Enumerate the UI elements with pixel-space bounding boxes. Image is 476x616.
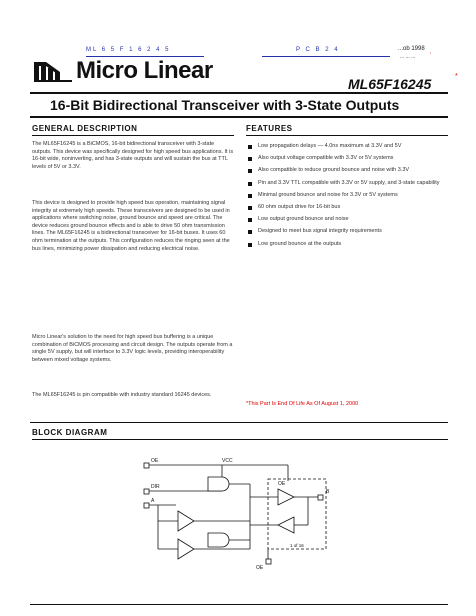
end-of-life-note: *This Part Is End Of Life As Of August 1, 2000	[246, 401, 359, 407]
features-rule	[246, 135, 448, 136]
date-subtext: ... ... ...	[400, 54, 416, 60]
dir-label: DIR	[151, 484, 160, 490]
bullet-icon	[248, 145, 252, 149]
feature-item: Low propagation delays — 4.0ns maximum at 3.3V and 5V	[246, 143, 456, 150]
repeat-label: 1 of 16	[290, 543, 304, 548]
feature-item: Low ground bounce at the outputs	[246, 241, 456, 248]
header-rule-right	[262, 56, 390, 57]
feature-item: Low output ground bounce and noise	[246, 216, 456, 223]
feature-item: Minimal ground bounce and noise for 3.3V or 5V systems	[246, 192, 456, 199]
document-title: 16-Bit Bidirectional Transceiver with 3-State Outputs	[50, 97, 400, 113]
bullet-icon	[248, 194, 252, 198]
bullet-icon	[248, 169, 252, 173]
oe-mid-label: OE	[278, 481, 286, 487]
part-number-mark: *	[455, 73, 458, 80]
footer-rule	[30, 604, 448, 605]
feature-item: Also output voltage compatible with 3.3V or 5V systems	[246, 155, 456, 162]
part-number-header: ML 6 5 F 1 6 2 4 5	[86, 47, 171, 53]
title-rule-bottom	[30, 116, 448, 118]
oe-top-label: OE	[151, 458, 159, 464]
description-paragraph: Micro Linear's solution to the need for high speed bus buffering is a unique combination of BiCMOS processing and circuit design. The outputs operate from a single 5V supply, but will interface to 3.3V logic levels, providing interoperability between mixed voltage systems.	[32, 334, 233, 363]
date-text: ...ob 1998	[398, 46, 425, 52]
block-diagram-rule-top	[30, 422, 448, 423]
block-diagram-rule	[32, 439, 448, 440]
bullet-icon	[248, 218, 252, 222]
feature-item: Designed to meet bus signal integrity requirements	[246, 228, 456, 235]
part-number-title: ML65F16245	[348, 76, 432, 92]
feature-item: 60 ohm output drive for 16-bit bus	[246, 204, 456, 211]
block-diagram	[138, 455, 338, 575]
title-rule-top	[30, 92, 448, 94]
features-list	[246, 143, 456, 253]
description-paragraph: The ML65F16245 is a BiCMOS, 16-bit bidirectional transceiver with 3-state outputs. This device was specifically designed for high speed bus applications. It is 16-bit wide, noninverting, and has 3-state outputs and will sustain the bus at TTL levels of 5V or 3.3V.	[32, 141, 234, 170]
b-label: B	[326, 489, 330, 495]
bullet-icon	[248, 206, 252, 210]
general-description-heading: GENERAL DESCRIPTION	[32, 124, 138, 133]
description-paragraph: This device is designed to provide high speed bus operation, maintaining signal integrity at extremely high speeds. These transceivers are designed to be used in applications where switching noise, ground bounce and speed are critical. The device reduces ground bounce effects and is able to drive 50 ohm transmission lines. The ML65F16245 is a bidirectional transceiver for 16-bit buses. It uses 60 ohm termination at the outputs. This configuration reduces the ringing seen at the bus lines, minimizing power dissipation and reducing electrical noise.	[32, 200, 230, 252]
company-logo-text: Micro Linear	[76, 57, 213, 84]
bullet-icon	[248, 243, 252, 247]
features-heading: FEATURES	[246, 124, 293, 133]
bullet-icon	[248, 230, 252, 234]
description-paragraph: The ML65F16245 is pin compatible with industry standard 16245 devices.	[32, 392, 212, 398]
date-mark: ’	[430, 53, 432, 59]
general-description-rule	[32, 135, 234, 136]
a-label: A	[151, 498, 155, 504]
block-diagram-heading: BLOCK DIAGRAM	[32, 428, 108, 437]
feature-item: Pin and 3.3V TTL compatible with 3.3V or 5V supply, and 3-state capability	[246, 180, 456, 187]
oe-bottom-label: OE	[256, 565, 264, 571]
bullet-icon	[248, 157, 252, 161]
pcb-header: P C B 2 4	[296, 47, 340, 53]
bullet-icon	[248, 182, 252, 186]
feature-item: Also compatible to reduce ground bounce and noise with 3.3V	[246, 167, 456, 174]
micro-linear-logo-icon	[32, 58, 74, 84]
vcc-label: VCC	[222, 458, 233, 464]
